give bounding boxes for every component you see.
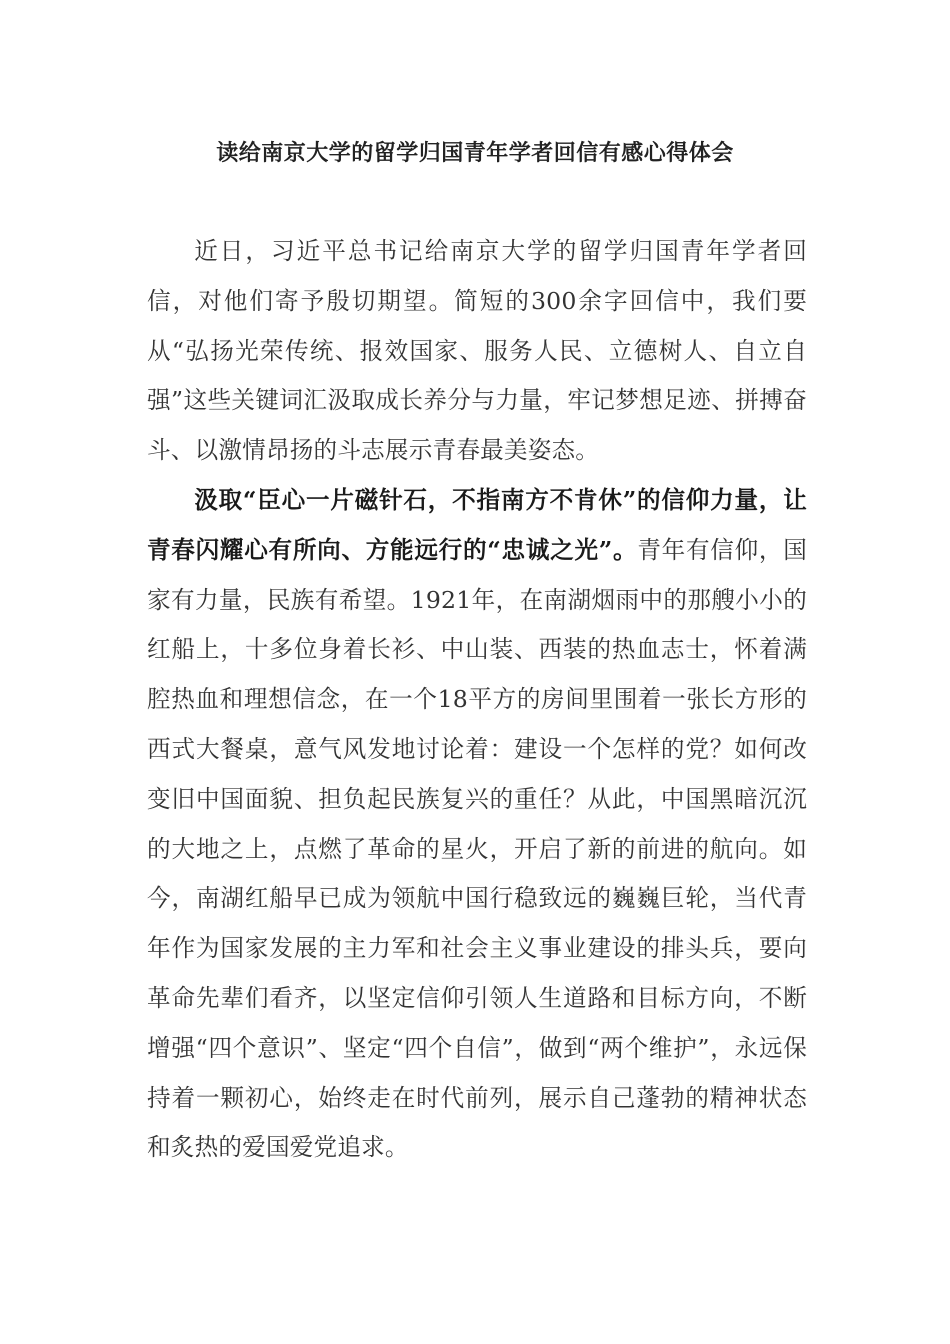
document-body	[147, 227, 807, 1173]
paragraph-1	[147, 227, 807, 476]
paragraph-2-text: 青年有信仰，国家有力量，民族有希望。1921年，在南湖烟雨中的那艘小小的红船上，十多位身着长衫、中山装、西装的热血志士，怀着满腔热血和理想信念，在一个18平方的房间里围着一张长方形的西式大餐桌，意气风发地讨论着：建设一个怎样的党？如何改变旧中国面貌、担负起民族复兴的重任？从此，中国黑暗沉沉的大地之上，点燃了革命的星火，开启了新的前进的航向。如今，南湖红船早已成为领航中国行稳致远的巍巍巨轮，当代青年作为国家发展的主力军和社会主义事业建设的排头兵，要向革命先辈们看齐，以坚定信仰引领人生道路和目标方向，不断增强“四个意识”、坚定“四个自信”，做到“两个维护”，永远保持着一颗初心，始终走在时代前列，展示自己蓬勃的精神状态和炙热的爱国爱党追求。	[147, 535, 808, 1162]
paragraph-2-lead: 汲取“臣心一片磁针石，不指南方不肯休”的信仰力量，让青春闪耀心有所向、方能远行的“忠诚之光”。	[147, 485, 807, 564]
document-title: 读给南京大学的留学归国青年学者回信有感心得体会	[216, 140, 734, 166]
paragraph-1-text: 近日，习近平总书记给南京大学的留学归国青年学者回信，对他们寄予殷切期望。简短的300余字回信中，我们要从“弘扬光荣传统、报效国家、服务人民、立德树人、自立自强”这些关键词汇汲取成长养分与力量，牢记梦想足迹、拼搏奋斗、以激情昂扬的斗志展示青春最美姿态。	[147, 237, 807, 465]
paragraph-2	[147, 476, 807, 1173]
